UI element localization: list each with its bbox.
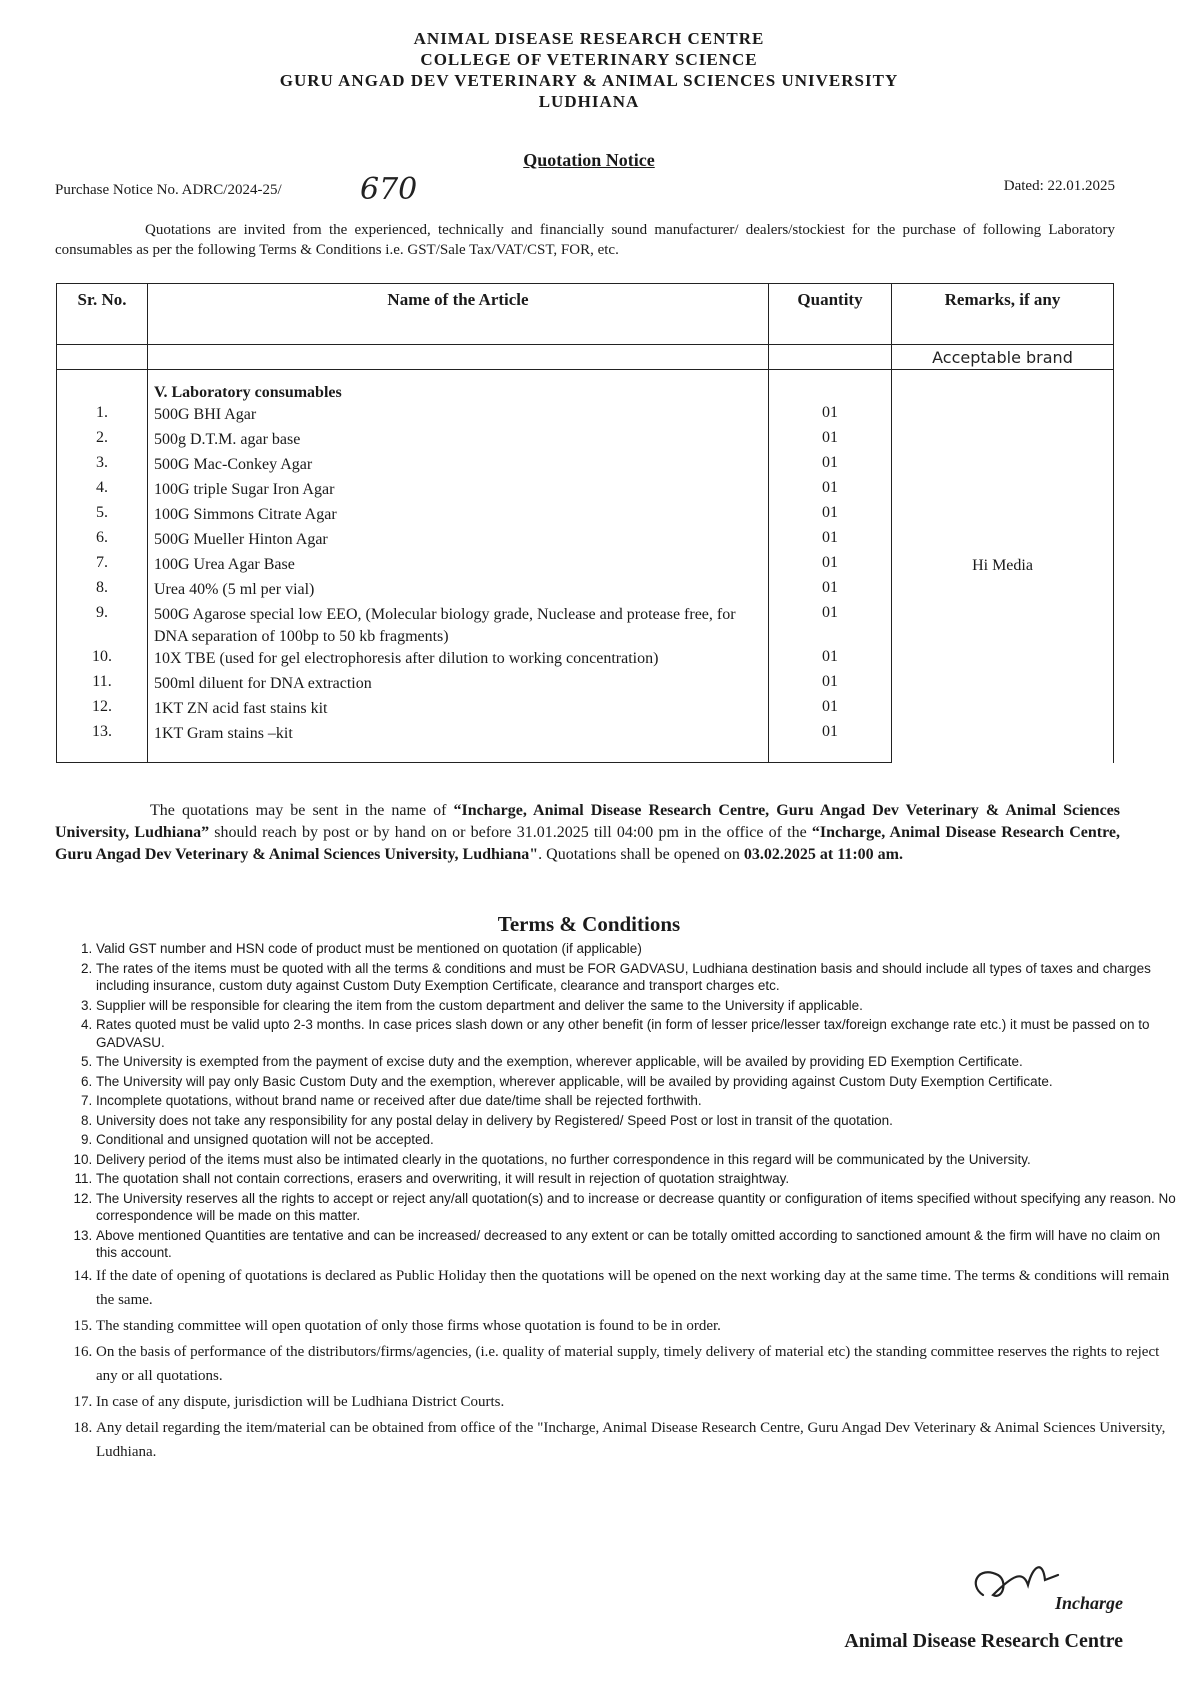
submission-text-1: The quotations may be sent in the name of bbox=[150, 802, 454, 819]
items-table bbox=[56, 283, 1114, 763]
item-name: 500g D.T.M. agar base bbox=[148, 429, 769, 454]
item-name: Urea 40% (5 ml per vial) bbox=[148, 579, 769, 604]
item-name: 10X TBE (used for gel electrophoresis after dilution to working concentration) bbox=[148, 648, 769, 673]
item-name: 100G Simmons Citrate Agar bbox=[148, 504, 769, 529]
item-sr-no: 8. bbox=[57, 579, 148, 604]
term-item: 16. On the basis of performance of the distributors/firms/agencies, (i.e. quality of material supply, timely delivery of material etc) the standing committee reserves the rights to reject any or all quotations. bbox=[96, 1340, 1176, 1388]
term-item: 1. Valid GST number and HSN code of product must be mentioned on quotation (if applicable) bbox=[96, 940, 1176, 958]
item-sr-no: 13. bbox=[57, 723, 148, 748]
item-name: 1KT ZN acid fast stains kit bbox=[148, 698, 769, 723]
term-item: 14. If the date of opening of quotations is declared as Public Holiday then the quotations will be opened on the next working day at the same time. The terms & conditions will remain the same. bbox=[96, 1264, 1176, 1312]
item-quantity: 01 bbox=[769, 648, 892, 673]
item-quantity: 01 bbox=[769, 454, 892, 479]
item-name: 100G triple Sugar Iron Agar bbox=[148, 479, 769, 504]
term-item: 6. The University will pay only Basic Custom Duty and the exemption, wherever applicable, will be availed by providing against Custom Duty Exemption Certificate. bbox=[96, 1073, 1176, 1091]
opening-date: 03.02.2025 at 11:00 am. bbox=[743, 846, 904, 863]
item-quantity: 01 bbox=[769, 604, 892, 648]
term-item: 18. Any detail regarding the item/material can be obtained from office of the "Incharge, Animal Disease Research Centre, Guru Angad Dev Veterinary & Animal Sciences University, Ludhiana. bbox=[96, 1416, 1176, 1464]
item-quantity: 01 bbox=[769, 673, 892, 698]
term-item: 5. The University is exempted from the payment of excise duty and the exemption, wherever applicable, will be availed by providing ED Exemption Certificate. bbox=[96, 1053, 1176, 1071]
submission-office: “Incharge, Animal Disease Research Centre, Guru Angad Dev Veterinary & Animal Sciences University, Ludhiana" bbox=[55, 824, 1120, 863]
signature-block bbox=[783, 1525, 1123, 1665]
item-quantity: 01 bbox=[769, 479, 892, 504]
acceptable-brand-note: Acceptable brand bbox=[892, 345, 1114, 370]
purchase-notice-label: Purchase Notice No. ADRC/2024-25/ bbox=[55, 182, 282, 198]
term-item: 2. The rates of the items must be quoted with all the terms & conditions and must be FOR GADVASU, Ludhiana destination basis and should include all types of taxes and charges including insurance, custom duty against Custom Duty Exemption Certificate, clearance and transport charges etc. bbox=[96, 960, 1176, 995]
term-item: 3. Supplier will be responsible for clearing the item from the custom department and deliver the same to the University if applicable. bbox=[96, 997, 1176, 1015]
item-quantity: 01 bbox=[769, 529, 892, 554]
item-sr-no: 9. bbox=[57, 604, 148, 648]
term-item: 15. The standing committee will open quotation of only those firms whose quotation is found to be in order. bbox=[96, 1314, 1176, 1338]
signature-centre: Animal Disease Research Centre bbox=[844, 1630, 1123, 1652]
header-quantity: Quantity bbox=[769, 284, 892, 345]
remarks-value: Hi Media bbox=[892, 370, 1114, 763]
header-sr-no: Sr. No. bbox=[57, 284, 148, 345]
item-quantity: 01 bbox=[769, 579, 892, 604]
item-name: 500G Mueller Hinton Agar bbox=[148, 529, 769, 554]
term-item: 7. Incomplete quotations, without brand name or received after due date/time shall be rejected forthwith. bbox=[96, 1092, 1176, 1110]
submission-paragraph bbox=[55, 800, 1120, 866]
submission-addressee: “Incharge, Animal Disease Research Centre, Guru Angad Dev Veterinary & Animal Sciences University, Ludhiana” bbox=[55, 802, 1120, 841]
term-item: 10. Delivery period of the items must also be intimated clearly in the quotations, no further correspondence in this regard will be communicated by the University. bbox=[96, 1151, 1176, 1169]
header-article-name: Name of the Article bbox=[148, 284, 769, 345]
submission-text-2: should reach by post or by hand on or before 31.01.2025 till 04:00 pm in the office of the bbox=[209, 824, 812, 841]
item-sr-no: 4. bbox=[57, 479, 148, 504]
section-heading: V. Laboratory consumables bbox=[148, 382, 769, 404]
item-sr-no: 6. bbox=[57, 529, 148, 554]
item-name: 100G Urea Agar Base bbox=[148, 554, 769, 579]
header-line-3: GURU ANGAD DEV VETERINARY & ANIMAL SCIENCES UNIVERSITY bbox=[279, 71, 899, 90]
purchase-notice-number: 670 bbox=[360, 172, 418, 207]
term-item: 4. Rates quoted must be valid upto 2-3 months. In case prices slash down or any other benefit (in form of lesser price/lesser tax/foreign exchange rate etc.) it must be passed on to GADVASU. bbox=[96, 1016, 1176, 1051]
item-quantity: 01 bbox=[769, 504, 892, 529]
item-quantity: 01 bbox=[769, 404, 892, 429]
item-name: 1KT Gram stains –kit bbox=[148, 723, 769, 748]
submission-text-3: . Quotations shall be opened on bbox=[538, 846, 744, 863]
header-line-2: COLLEGE OF VETERINARY SCIENCE bbox=[420, 50, 758, 69]
term-item: 13. Above mentioned Quantities are tentative and can be increased/ decreased to any extent or can be totally omitted according to sanctioned amount & the firm will have no claim on this account. bbox=[96, 1227, 1176, 1262]
term-item: 17. In case of any dispute, jurisdiction will be Ludhiana District Courts. bbox=[96, 1390, 1176, 1414]
item-name: 500ml diluent for DNA extraction bbox=[148, 673, 769, 698]
item-sr-no: 2. bbox=[57, 429, 148, 454]
signature-incharge: Incharge bbox=[1054, 1593, 1123, 1613]
item-quantity: 01 bbox=[769, 698, 892, 723]
terms-title: Terms & Conditions bbox=[497, 912, 681, 936]
notice-title: Quotation Notice bbox=[523, 150, 655, 170]
terms-list bbox=[40, 940, 1176, 1466]
item-sr-no: 1. bbox=[57, 404, 148, 429]
term-item: 12. The University reserves all the rights to accept or reject any/all quotation(s) and to increase or decrease quantity or configuration of items specified without specifying any reason. No correspondence will be made on this matter. bbox=[96, 1190, 1176, 1225]
item-name: 500G Mac-Conkey Agar bbox=[148, 454, 769, 479]
notice-date: Dated: 22.01.2025 bbox=[1003, 178, 1115, 194]
item-quantity: 01 bbox=[769, 554, 892, 579]
letterhead bbox=[0, 28, 1178, 112]
item-quantity: 01 bbox=[769, 723, 892, 748]
item-sr-no: 11. bbox=[57, 673, 148, 698]
header-line-4: LUDHIANA bbox=[538, 92, 640, 111]
intro-paragraph: Quotations are invited from the experienced, technically and financially sound manufacturer/ dealers/stockiest for the purchase of following Laboratory consumables as per the following Terms & Conditions i.e. GST/Sale Tax/VAT/CST, FOR, etc. bbox=[55, 222, 1115, 258]
item-name: 500G Agarose special low EEO, (Molecular biology grade, Nuclease and protease free, for DNA separation of 100bp to 50 kb fragments) bbox=[148, 604, 769, 648]
item-name: 500G BHI Agar bbox=[148, 404, 769, 429]
term-item: 11. The quotation shall not contain corrections, erasers and overwriting, it will result in rejection of quotation straightway. bbox=[96, 1170, 1176, 1188]
purchase-notice-row bbox=[55, 172, 1115, 208]
term-item: 8. University does not take any responsibility for any postal delay in delivery by Registered/ Speed Post or lost in transit of the quotation. bbox=[96, 1112, 1176, 1130]
item-sr-no: 5. bbox=[57, 504, 148, 529]
header-line-1: ANIMAL DISEASE RESEARCH CENTRE bbox=[413, 29, 765, 48]
item-sr-no: 12. bbox=[57, 698, 148, 723]
item-sr-no: 3. bbox=[57, 454, 148, 479]
term-item: 9. Conditional and unsigned quotation will not be accepted. bbox=[96, 1131, 1176, 1149]
item-quantity: 01 bbox=[769, 429, 892, 454]
header-remarks: Remarks, if any bbox=[892, 284, 1114, 345]
item-sr-no: 10. bbox=[57, 648, 148, 673]
item-sr-no: 7. bbox=[57, 554, 148, 579]
